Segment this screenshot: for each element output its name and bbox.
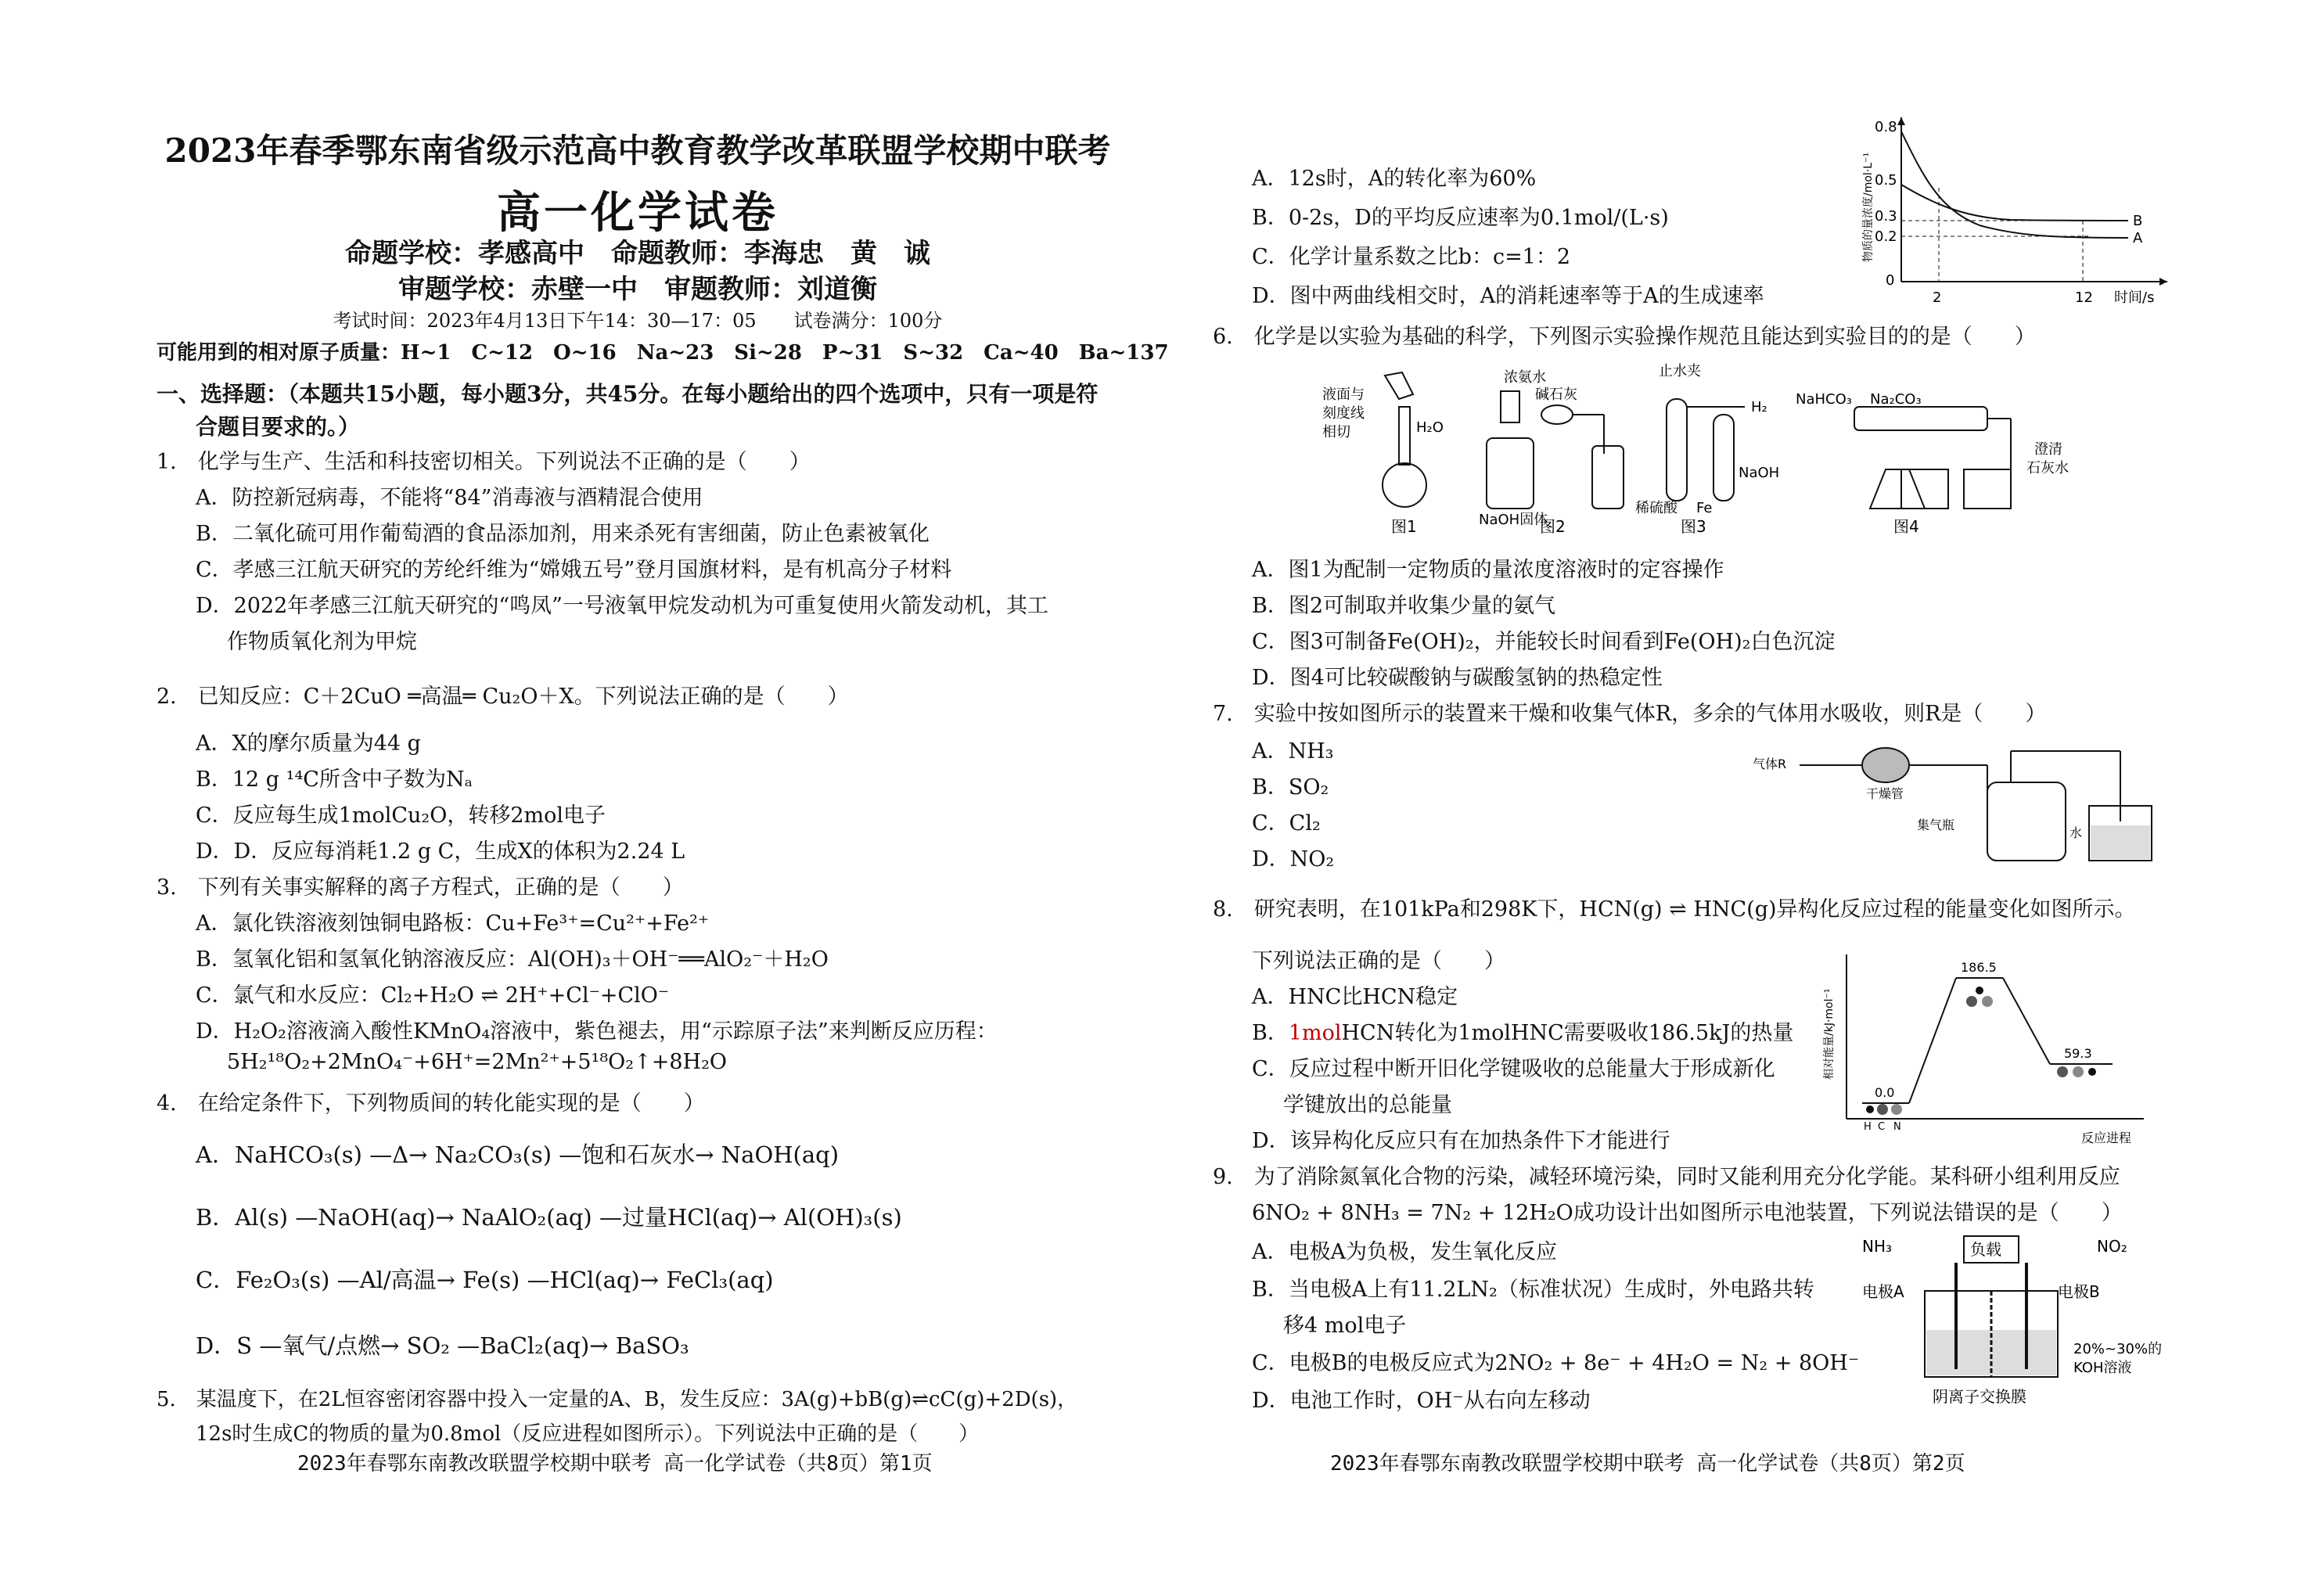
q8-stem: 8. 研究表明，在101kPa和298K下，HCN(g) ⇌ HNC(g)异构化反应过程的能量变化如图所示。	[1213, 897, 2136, 922]
q9-option-d: D．电池工作时，OH⁻从右向左移动	[1252, 1389, 1591, 1413]
q7-label-gas: 气体R	[1753, 757, 1787, 771]
q8-stem-cont: 下列说法正确的是（ ）	[1252, 949, 1505, 973]
q6-option-a: A．图1为配制一定物质的量浓度溶液时的定容操作	[1252, 558, 1724, 582]
q4-option-c: C．Fe₂O₃(s) —Al/高温→ Fe(s) —HCl(aq)→ FeCl₃(aq)	[196, 1267, 774, 1293]
q9-option-c: C．电极B的电极反应式为2NO₂ + 8e⁻ + 4H₂O = N₂ + 8OH⁻	[1252, 1351, 1860, 1375]
exam-subtitle: 高一化学试卷	[497, 187, 779, 239]
q6-label-tangent: 相切	[1322, 424, 1350, 440]
q5-ylabel: 物质的量浓度/mol·L⁻¹	[1862, 152, 1875, 262]
q9-option-b: B．当电极A上有11.2LN₂（标准状况）生成时，外电路共转	[1252, 1278, 1814, 1302]
q6-caption-3: 图3	[1681, 517, 1706, 536]
q8-option-b-prefix: B．	[1252, 1021, 1289, 1045]
q9-option-a: A．电极A为负极，发生氧化反应	[1252, 1240, 1557, 1264]
q5-series-a: A	[2133, 230, 2143, 246]
q2-option-c: C．反应每生成1molCu₂O，转移2mol电子	[196, 803, 606, 828]
q6-label-liquid: 液面与	[1322, 386, 1365, 403]
q7-option-c: C．Cl₂	[1252, 811, 1321, 836]
q8-option-a: A．HNC比HCN稳定	[1252, 985, 1458, 1009]
q9-label-electrode-a: 电极A	[1862, 1282, 1904, 1301]
q6-label-water: H₂O	[1416, 419, 1444, 436]
q3-option-b: B．氢氧化铝和氢氧化钠溶液反应：Al(OH)₃＋OH⁻══AlO₂⁻＋H₂O	[196, 947, 829, 972]
q5-ytick-0.3: 0.3	[1875, 208, 1897, 225]
q5-xtick-12: 12	[2075, 289, 2093, 306]
q8-option-b-highlight: 1mol	[1288, 1021, 1342, 1045]
q6-label-naoh-solid: NaOH固体	[1479, 512, 1548, 528]
q4-option-a: A．NaHCO₃(s) —Δ→ Na₂CO₃(s) —饱和石灰水→ NaOH(aq)	[196, 1141, 840, 1168]
q6-label-ammonia: 浓氨水	[1504, 369, 1546, 386]
q3-option-d: D．H₂O₂溶液滴入酸性KMnO₄溶液中，紫色褪去，用“示踪原子法”来判断反应历程：	[196, 1019, 998, 1044]
q3-option-c: C．氯气和水反应：Cl₂+H₂O ⇌ 2H⁺+Cl⁻+ClO⁻	[196, 983, 670, 1008]
exam-title: 2023年春季鄂东南省级示范高中教育教学改革联盟学校期中联考	[164, 131, 1111, 170]
q5-ytick-0: 0	[1886, 272, 1895, 289]
q6-caption-1: 图1	[1391, 517, 1417, 536]
exam-time: 考试时间：2023年4月13日下午14：30—17：05 试卷满分：100分	[333, 310, 943, 332]
q5-option-c: C．化学计量系数之比b：c=1：2	[1252, 245, 1571, 269]
q9-option-b-cont: 移4 mol电子	[1283, 1314, 1407, 1338]
q8-value-2: 59.3	[2064, 1046, 2092, 1061]
footer-page-1: 2023年春鄂东南教改联盟学校期中联考 高一化学试卷（共8页）第1页	[297, 1452, 933, 1476]
q9-label-membrane: 阴离子交换膜	[1933, 1387, 2026, 1406]
q6-label-naoh: NaOH	[1739, 465, 1780, 481]
q7-apparatus	[1753, 735, 2159, 868]
q6-label-h2: H₂	[1751, 399, 1767, 415]
q9-label-koh-pct: 20%~30%的	[2073, 1341, 2163, 1357]
q2-option-b: B．12 g ¹⁴C所含中子数为Nₐ	[196, 767, 473, 792]
q8-option-c: C．反应过程中断开旧化学键吸收的总能量大于形成新化	[1252, 1057, 1775, 1081]
footer-page-2: 2023年春鄂东南教改联盟学校期中联考 高一化学试卷（共8页）第2页	[1330, 1452, 1965, 1476]
q9-stem: 9. 为了消除氮氧化合物的污染，减轻环境污染，同时又能利用充分化学能。某科研小组利用反应	[1213, 1165, 2120, 1189]
reviewer-line: 审题学校：赤壁一中 审题教师：刘道衡	[398, 274, 877, 305]
q5-xlabel: 时间/s	[2114, 289, 2155, 306]
q5-ytick-0.8: 0.8	[1875, 119, 1897, 135]
q5-graph	[1854, 110, 2183, 321]
q9-label-no2: NO₂	[2097, 1237, 2127, 1256]
q4-option-d: D．S —氧气/点燃→ SO₂ —BaCl₂(aq)→ BaSO₃	[196, 1332, 689, 1359]
q5-series-b: B	[2133, 213, 2143, 229]
q5-curve-a	[1901, 131, 2128, 238]
q4-option-b: B．Al(s) —NaOH(aq)→ NaAlO₂(aq) —过量HCl(aq)→ Al(OH)₃(s)	[196, 1204, 902, 1231]
q5-option-a: A．12s时，A的转化率为60%	[1252, 167, 1537, 191]
q9-cell-diagram	[1862, 1228, 2175, 1416]
q8-option-b-text: HCN转化为1molHNC需要吸收186.5kJ的热量	[1341, 1021, 1794, 1045]
q7-option-b: B．SO₂	[1252, 775, 1329, 800]
q4-stem: 4. 在给定条件下，下列物质间的转化能实现的是（ ）	[156, 1091, 705, 1116]
q1-option-c: C．孝感三江航天研究的芳纶纤维为“嫦娥五号”登月国旗材料，是有机高分子材料	[196, 558, 952, 582]
q6-apparatus-figure	[1322, 360, 2089, 540]
q1-option-a: A．防控新冠病毒，不能将“84”消毒液与酒精混合使用	[196, 486, 703, 510]
q7-label-bottle: 集气瓶	[1917, 818, 1955, 832]
q7-label-drier: 干燥管	[1866, 786, 1904, 801]
q5-option-d: D．图中两曲线相交时，A的消耗速率等于A的生成速率	[1252, 284, 1764, 308]
section-heading-cont: 合题目要求的。）	[196, 414, 361, 440]
setter-line: 命题学校：孝感高中 命题教师：李海忠 黄 诚	[345, 238, 930, 269]
q6-label-mark: 刻度线	[1322, 405, 1365, 422]
q6-stem: 6. 化学是以实验为基础的科学，下列图示实验操作规范且能达到实验目的的是（ ）	[1213, 325, 2036, 349]
q9-stem-cont: 6NO₂ + 8NH₃ = 7N₂ + 12H₂O成功设计出如图所示电池装置，下列说法错误的是（ ）	[1252, 1201, 2123, 1225]
q6-caption-4: 图4	[1893, 517, 1919, 536]
q5-ytick-0.5: 0.5	[1875, 172, 1897, 189]
q2-stem: 2. 已知反应：C＋2CuO ═高温═ Cu₂O＋X。下列说法正确的是（ ）	[156, 685, 849, 709]
q8-option-b	[1252, 1015, 1793, 1046]
q7-option-d: D．NO₂	[1252, 847, 1335, 872]
q2-option-d: D．D．反应每消耗1.2 g C，生成X的体积为2.24 L	[196, 839, 685, 864]
q9-label-electrode-b: 电极B	[2058, 1282, 2100, 1301]
section-heading: 一、选择题：（本题共15小题，每小题3分，共45分。在每小题给出的四个选项中，只有一项是符	[156, 381, 1099, 407]
q5-option-b: B．0-2s，D的平均反应速率为0.1mol/(L·s)	[1252, 206, 1669, 230]
q7-stem: 7. 实验中按如图所示的装置来干燥和收集气体R，多余的气体用水吸收，则R是（ ）	[1213, 702, 2047, 726]
q8-option-c-cont: 学键放出的总能量	[1283, 1093, 1452, 1117]
q8-value-0: 0.0	[1875, 1085, 1895, 1100]
q5-stem: 5. 某温度下，在2L恒容密闭容器中投入一定量的A、B，发生反应：3A(g)+bB(g)⇌cC(g)+2D(s)，	[156, 1388, 1078, 1411]
q6-label-clip: 止水夹	[1659, 363, 1701, 379]
atomic-masses: 可能用到的相对原子质量：H~1 C~12 O~16 Na~23 Si~28 P~31 S~32 Ca~40 Ba~137	[156, 341, 1169, 365]
q7-label-water: 水	[2069, 825, 2083, 840]
q8-energy-diagram	[1815, 947, 2159, 1150]
q6-label-limewater: 石灰水	[2026, 460, 2069, 476]
q1-option-d-cont: 作物质氧化剂为甲烷	[227, 630, 417, 654]
q6-caption-2: 图2	[1540, 517, 1566, 536]
q1-option-b: B．二氧化硫可用作葡萄酒的食品添加剂，用来杀死有害细菌，防止色素被氧化	[196, 522, 930, 546]
q1-stem: 1. 化学与生产、生活和科技密切相关。下列说法不正确的是（ ）	[156, 450, 811, 474]
q6-label-fe: Fe	[1696, 500, 1713, 516]
q2-option-a: A．X的摩尔质量为44 g	[196, 732, 421, 756]
q5-stem-cont: 12s时生成C的物质的量为0.8mol（反应进程如图所示）。下列说法中正确的是（ ）	[196, 1422, 980, 1446]
q6-option-c: C．图3可制备Fe(OH)₂，并能较长时间看到Fe(OH)₂白色沉淀	[1252, 630, 1836, 654]
q8-atom-c: C	[1878, 1121, 1886, 1133]
q9-label-koh: KOH溶液	[2073, 1360, 2132, 1376]
q9-label-load: 负载	[1970, 1240, 2001, 1259]
q5-xtick-2: 2	[1933, 289, 1942, 306]
q6-label-clear: 澄清	[2034, 441, 2062, 458]
q6-label-na2co3: Na₂CO₃	[1870, 391, 1922, 408]
q8-atom-h: H	[1864, 1121, 1872, 1133]
q5-curve-b	[1901, 185, 2128, 221]
q3-stem: 3. 下列有关事实解释的离子方程式，正确的是（ ）	[156, 875, 684, 900]
q3-option-d-eq: 5H₂¹⁸O₂+2MnO₄⁻+6H⁺=2Mn²⁺+5¹⁸O₂↑+8H₂O	[227, 1050, 728, 1074]
q6-option-b: B．图2可制取并收集少量的氨气	[1252, 594, 1556, 618]
q3-option-a: A．氯化铁溶液刻蚀铜电路板：Cu+Fe³⁺=Cu²⁺+Fe²⁺	[196, 911, 710, 936]
q6-label-lime: 碱石灰	[1535, 386, 1577, 403]
q8-atom-n: N	[1893, 1121, 1901, 1133]
q8-ylabel: 相对能量/kJ·mol⁻¹	[1823, 988, 1836, 1080]
q6-label-acid: 稀硫酸	[1635, 500, 1678, 516]
q9-label-nh3: NH₃	[1862, 1237, 1893, 1256]
q7-option-a: A．NH₃	[1252, 739, 1334, 764]
q8-xlabel: 反应进程	[2081, 1130, 2132, 1145]
q8-value-1: 186.5	[1961, 960, 1997, 975]
q6-label-nahco3: NaHCO₃	[1796, 391, 1852, 408]
q8-option-d: D．该异构化反应只有在加热条件下才能进行	[1252, 1129, 1670, 1153]
q6-option-d: D．图4可比较碳酸钠与碳酸氢钠的热稳定性	[1252, 666, 1663, 690]
q5-ytick-0.2: 0.2	[1875, 228, 1897, 245]
q1-option-d: D．2022年孝感三江航天研究的“鸣凤”一号液氧甲烷发动机为可重复使用火箭发动机，其工	[196, 594, 1048, 618]
